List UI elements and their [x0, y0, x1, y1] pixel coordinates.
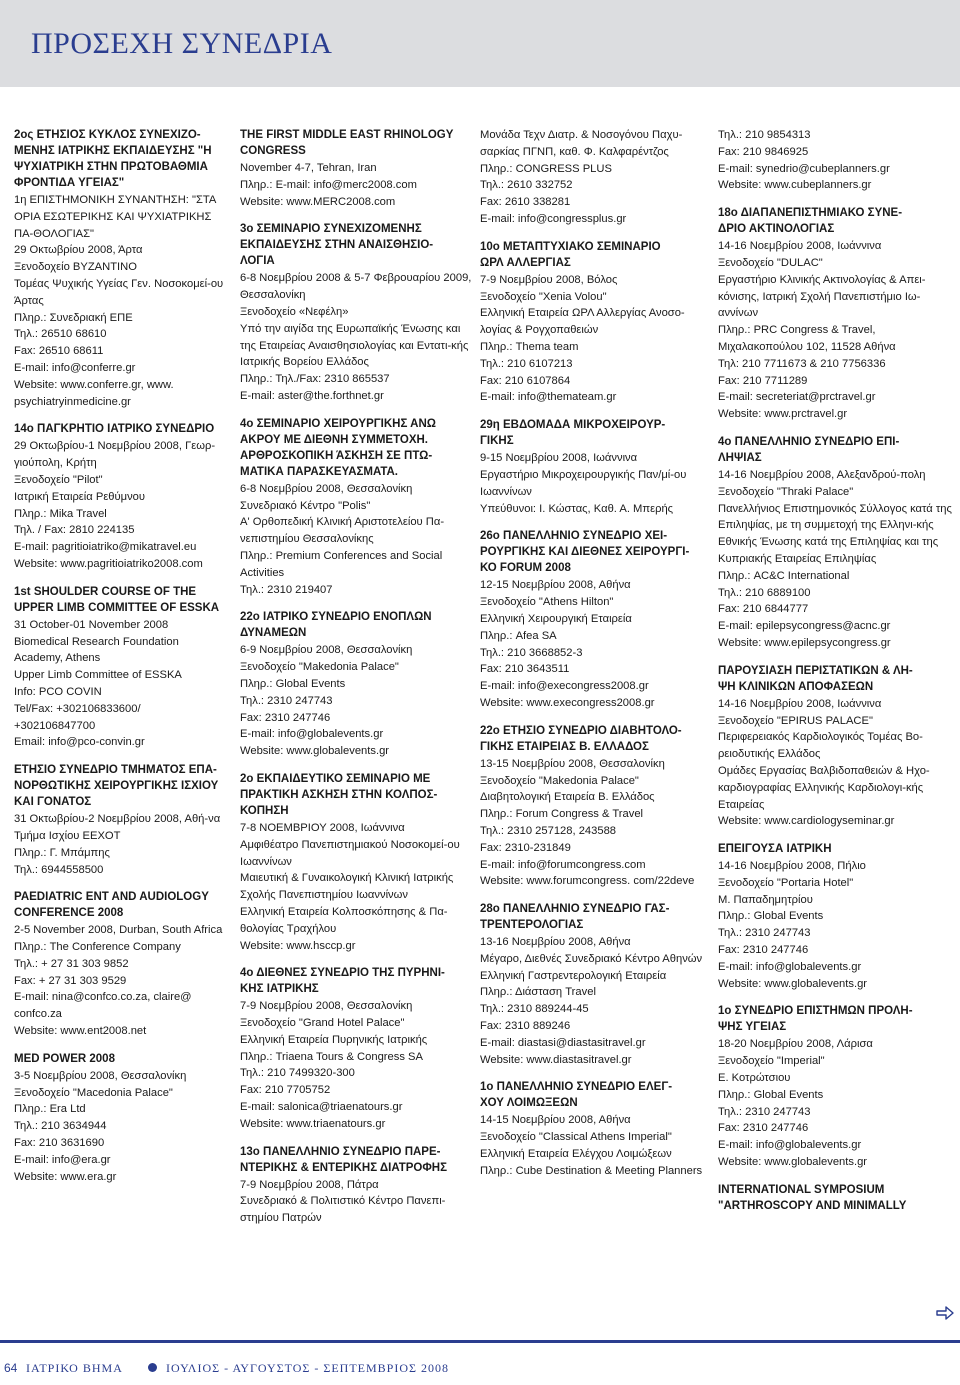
conference-detail: 1η ΕΠΙΣΤΗΜΟΝΙΚΗ ΣΥΝΑΝΤΗΣΗ: "ΣΤΑ ΟΡΙΑ ΕΣΩΤΕΡΙΚΗΣ ΚΑΙ ΨΥΧΙΑΤΡΙΚΗΣ ΠΑ-ΘΟΛΟΓΙΑΣ"	[14, 194, 216, 240]
conference-detail: 29 Οκτωβρίου-1 Νοεμβρίου 2008, Γεωρ-γιούπολη, Κρήτη	[14, 440, 216, 470]
conference-entry	[240, 1144, 473, 1227]
conference-detail: Πληρ.: Διάσταση Travel	[480, 986, 596, 999]
conference-detail: E-mail: salonica@triaenatours.gr	[240, 1101, 403, 1114]
conference-detail: Περιφερειακός Καρδιολογικός Τομέας Βο-ρειοδυτικής Ελλάδος	[718, 731, 923, 761]
conference-detail: 6-8 Νοεμβρίου 2008, Θεσσαλονίκη	[240, 482, 413, 495]
conference-entry	[240, 127, 473, 210]
conference-detail: Πληρ.: Era Ltd	[14, 1103, 86, 1116]
conference-detail: 12-15 Νοεμβρίου 2008, Αθήνα	[480, 579, 631, 592]
conference-detail: Fax: + 27 31 303 9529	[14, 974, 127, 987]
conference-detail: Ελληνική Εταιρεία Ελέγχου Λοιμώξεων	[480, 1148, 672, 1161]
conference-detail: Τηλ.: 26510 68610	[14, 328, 107, 341]
conference-detail: Website: www.cubeplanners.gr	[718, 179, 872, 192]
conference-detail: Fax: 210 7705752	[240, 1084, 331, 1097]
conference-entry	[14, 421, 228, 572]
conference-detail: Τηλ.: 2310 889244-45	[480, 1003, 589, 1016]
conference-detail: 13-16 Νοεμβρίου 2008, Αθήνα	[480, 936, 631, 949]
conference-title: 28ο ΠΑΝΕΛΛΗΝΙΟ ΣΥΝΕΔΡΙΟ ΓΑΣ- ΤΡΕΝΤΕΡΟΛΟΓΙΑΣ	[480, 903, 670, 932]
conference-detail: Πληρ.: Forum Congress & Travel	[480, 808, 644, 821]
conference-detail: Fax: 2310 889246	[480, 1020, 571, 1033]
conference-detail: Τμήμα Ισχίου ΕΕΧΟΤ	[14, 829, 121, 842]
conference-detail: 31 October-01 November 2008	[14, 618, 169, 631]
conference-title: 1ο ΠΑΝΕΛΛΗΝΙΟ ΣΥΝΕΔΡΙΟ ΕΛΕΓ- ΧΟΥ ΛΟΙΜΩΞΕΩΝ	[480, 1081, 673, 1110]
conference-detail: Fax: 2310 247746	[718, 1122, 809, 1135]
conference-entry	[240, 221, 473, 404]
conference-detail: Ξενοδοχείο "DULAC"	[718, 256, 823, 269]
conference-entry	[718, 127, 954, 194]
conference-title: MED POWER 2008	[14, 1052, 115, 1065]
conference-detail: Ελληνική Χειρουργική Εταιρεία	[480, 612, 632, 625]
conference-entry	[480, 417, 708, 517]
conference-detail: Τηλ.: 6944558500	[14, 863, 104, 876]
conference-detail: November 4-7, Tehran, Iran	[240, 162, 377, 174]
conference-detail: E-mail: nina@confco.co.za, claire@ confco.za	[14, 991, 192, 1021]
conference-detail: Fax: 2310-231849	[480, 841, 571, 854]
conference-detail: 6-9 Νοεμβρίου 2008, Θεσσαλονίκη	[240, 644, 413, 657]
conference-detail: Website: www.conferre.gr, www.	[14, 378, 174, 391]
conference-detail: Τηλ.: 2310 247743	[718, 1105, 811, 1118]
conference-detail: Μέγαρο, Διεθνές Συνεδριακό Κέντρο Αθηνών	[480, 952, 703, 965]
conference-detail: Website: www.triaenatours.gr	[240, 1117, 386, 1130]
conference-detail: Εργαστήριο Μικροχειρουργικής Παν/μί-ου Ιωαννίνων	[480, 468, 687, 498]
conference-detail: Τηλ.: + 27 31 303 9852	[14, 957, 129, 970]
conference-detail: Website: www.execongress2008.gr	[480, 696, 655, 709]
conference-detail: E-mail: info@congressplus.gr	[480, 212, 627, 225]
page-header	[0, 0, 960, 87]
conference-detail: Website: www.prctravel.gr	[718, 408, 848, 421]
conference-detail: Πληρ.: Afea SA	[480, 629, 557, 642]
conference-detail: Website: www.cardiologyseminar.gr	[718, 815, 895, 828]
conference-detail: Fax: 210 7711289	[718, 374, 808, 387]
conference-detail: 7-8 ΝΟΕΜΒΡΙΟΥ 2008, Ιωάννινα	[240, 821, 405, 834]
conference-detail: 14-15 Νοεμβρίου 2008, Αθήνα	[480, 1114, 631, 1127]
bullet-icon	[148, 1363, 157, 1372]
conference-detail: Τηλ.: 210 3668852-3	[480, 646, 583, 659]
conference-detail: Τηλ. / Fax: 2810 224135	[14, 524, 135, 537]
right-arrow-icon	[936, 1306, 954, 1320]
conference-detail: Διαβητολογική Εταιρεία Β. Ελλάδος	[480, 791, 655, 804]
conference-detail: E-mail: info@globalevents.gr	[240, 728, 384, 741]
conference-detail: Ελληνική Εταιρεία ΩΡΛ Αλλεργίας Ανοσο-λογίας & Ρογχοπαθειών	[480, 307, 685, 337]
conference-detail: Τηλ.: 2310 247743	[718, 927, 811, 940]
conference-detail: Ελληνική Εταιρεία Πυρηνικής Ιατρικής	[240, 1033, 428, 1046]
conference-detail: Πληρ.: Triaena Tours & Congress SA	[240, 1050, 423, 1063]
conference-title: 26ο ΠΑΝΕΛΛΗΝΙΟ ΣΥΝΕΔΡΙΟ ΧΕΙ- ΡΟΥΡΓΙΚΗΣ ΚΑΙ ΔΙΕΘΝΕΣ ΧΕΙΡΟΥΡΓΙ- ΚΟ FORUM 2008	[480, 530, 690, 575]
conference-detail: Ξενοδοχείο "Pilot"	[14, 473, 103, 486]
conference-entry	[480, 239, 708, 406]
conference-detail: Fax: 2610 338281	[480, 196, 571, 209]
conference-detail: Αμφιθέατρο Πανεπιστημιακού Νοσοκομεί-ου Ιωαννίνων	[240, 838, 460, 868]
conference-detail: Πληρ.: Mika Travel	[14, 507, 107, 520]
conference-detail: Πληρ.: The Conference Company	[14, 941, 181, 954]
conference-detail: Website: www.diastasitravel.gr	[480, 1053, 632, 1066]
conference-entry	[14, 584, 228, 751]
conference-detail: Fax: 26510 68611	[14, 345, 104, 358]
conference-detail: +302106847700	[14, 719, 96, 732]
conference-detail: Fax: 210 6844777	[718, 603, 809, 616]
conference-title: THE FIRST MIDDLE EAST RHINOLOGY CONGRESS	[240, 129, 454, 157]
conference-detail: Website: www.globalevents.gr	[240, 745, 390, 758]
conference-detail: Πληρ.: Συνεδριακή ΕΠΕ	[14, 311, 133, 324]
conference-detail: Ξενοδοχείο "Makedonia Palace"	[240, 661, 399, 674]
conference-detail: Website: www.epilepsycongress.gr	[718, 636, 891, 649]
conference-detail: Α' Ορθοπεδική Κλινική Αριστοτελείου Πα-νεπιστημίου Θεσσαλονίκης	[240, 516, 445, 546]
conference-detail: Πληρ.: Premium Conferences and Social Activities	[240, 549, 443, 579]
conference-detail: 13-15 Νοεμβρίου 2008, Θεσσαλονίκη	[480, 757, 665, 770]
conference-title: PAEDIATRIC ENT AND AUDIOLOGY CONFERENCE 2008	[14, 891, 209, 920]
conference-title: 3ο ΣΕΜΙΝΑΡΙΟ ΣΥΝΕΧΙΖΟΜΕΝΗΣ ΕΚΠΑΙΔΕΥΣΗΣ ΣΤΗΝ ΑΝΑΙΣΘΗΣΙΟ- ΛΟΓΙΑ	[240, 223, 434, 268]
conference-detail: 14-16 Νοεμβρίου 2008, Ιωάννινα	[718, 240, 882, 253]
conference-title: 22ο ΙΑΤΡΙΚΟ ΣΥΝΕΔΡΙΟ ΕΝΟΠΛΩΝ ΔΥΝΑΜΕΩΝ	[240, 611, 432, 640]
conference-detail: Πληρ.: Γ. Μπάμπης	[14, 846, 110, 859]
conference-detail: Μονάδα Τεχν Διατρ. & Νοσογόνου Παχυ-σαρκίας ΠΓΝΠ, καθ. Φ. Καλφαρέντζος	[480, 129, 683, 158]
conference-detail: Πληρ.: PRC Congress & Travel, Μιχαλακοπούλου 102, 11528 Αθήνα	[718, 324, 896, 353]
conference-detail: E-mail: info@globalevents.gr	[718, 1139, 862, 1152]
conference-title: ΠΑΡΟΥΣΙΑΣΗ ΠΕΡΙΣΤΑΤΙΚΩΝ & ΛΗ- ΨΗ ΚΛΙΝΙΚΩΝ ΑΠΟΦΑΣΕΩΝ	[718, 664, 913, 693]
conference-detail: Ξενοδοχείο ΒΥΖΑΝΤΙΝΟ	[14, 261, 137, 274]
conference-detail: Website: www.globalevents.gr	[718, 1156, 868, 1169]
conference-detail: Τηλ.: 2310 219407	[240, 583, 333, 596]
conference-detail: Πληρ.: Global Events	[718, 910, 824, 923]
conference-title: 10ο ΜΕΤΑΠΤΥΧΙΑΚΟ ΣΕΜΙΝΑΡΙΟ ΩΡΛ ΑΛΛΕΡΓΙΑΣ	[480, 240, 661, 269]
conference-entry	[240, 609, 473, 760]
column-2	[240, 127, 473, 1238]
column-4	[718, 127, 954, 1225]
conference-detail: Fax: 210 9846925	[718, 145, 809, 158]
conference-detail: E-mail: info@themateam.gr	[480, 391, 617, 404]
conference-detail: Μαιευτική & Γυναικολογική Κλινική Ιατρικής Σχολής Πανεπιστημίου Ιωαννίνων	[240, 872, 454, 902]
conference-detail: 14-16 Νοεμβρίου 2008, Πήλιο	[718, 860, 866, 873]
conference-detail: Email: info@pco-convin.gr	[14, 736, 145, 749]
page-title: ΠΡΟΣΕΧΗ ΣΥΝΕΔΡΙΑ	[31, 27, 333, 60]
conference-detail: Fax: 210 3643511	[480, 663, 570, 676]
conference-title: 1st SHOULDER COURSE OF THE UPPER LIMB COMMITTEE OF ESSKA	[14, 585, 220, 614]
conference-entry	[718, 663, 954, 830]
conference-detail: Ξενοδοχείο "Grand Hotel Palace"	[240, 1017, 405, 1030]
conference-entry	[14, 762, 228, 878]
conference-detail: E-mail: secreteriat@prctravel.gr	[718, 391, 876, 404]
conference-detail: Website: www.forumcongress. com/22deve	[480, 875, 695, 888]
issue-date: ΙΟΥΛΙΟΣ - ΑΥΓΟΥΣΤΟΣ - ΣΕΠΤΕΜΒΡΙΟΣ 2008	[166, 1361, 450, 1375]
conference-detail: E-mail: aster@the.forthnet.gr	[240, 389, 384, 402]
conference-detail: 14-16 Νοεμβρίου 2008, Ιωάννινα	[718, 697, 882, 710]
conference-detail: Ξενοδοχείο "Thraki Palace"	[718, 485, 854, 498]
conference-detail: Website: www.MERC2008.com	[240, 195, 396, 208]
conference-entry	[240, 771, 473, 954]
conference-detail: Πληρ.: Thema team	[480, 340, 579, 353]
conference-detail: Website: www.globalevents.gr	[718, 977, 868, 990]
conference-title: ΕΤΗΣΙΟ ΣΥΝΕΔΡΙΟ ΤΜΗΜΑΤΟΣ ΕΠΑ- ΝΟΡΘΩΤΙΚΗΣ ΧΕΙΡΟΥΡΓΙΚΗΣ ΙΣΧΙΟΥ ΚΑΙ ΓΟΝΑΤΟΣ	[14, 764, 219, 809]
conference-detail: 14-16 Νοεμβρίου 2008, Αλεξανδρού-πολη	[718, 468, 926, 481]
conference-detail: Πανελλήνιος Επιστημονικός Σύλλογος κατά της Επιληψίας, με τη συμμετοχή της Ελληνι-κής Εθνικής Ένωσης κατά της Επιληψίας και της Κυπριακής Εταιρείας Επιληψίας	[718, 502, 952, 565]
conference-title: 4ο ΣΕΜΙΝΑΡΙΟ ΧΕΙΡΟΥΡΓΙΚΗΣ ΑΝΩ ΑΚΡΟΥ ΜΕ ΔΙΕΘΝΗ ΣΥΜΜΕΤΟΧΗ. ΑΡΘΡΟΣΚΟΠΙΚΗ ΆΣΚΗΣΗ ΣΕ ΠΤΩ- ΜΑΤΙΚΑ ΠΑΡΑΣΚΕΥΑΣΜΑΤΑ.	[240, 417, 436, 478]
conference-detail: Fax: 2310 247746	[718, 944, 809, 957]
conference-detail: Website: www.pagritioiatriko2008.com	[14, 557, 203, 570]
conference-detail: Τηλ.: 210 9854313	[718, 129, 811, 141]
conference-detail: Ξενοδοχείο "Makedonia Palace"	[480, 774, 639, 787]
conference-detail: E-mail: info@era.gr	[14, 1153, 111, 1166]
conference-detail: Info: PCO COVIN	[14, 685, 102, 698]
conference-detail: Ξενοδοχείο "EPIRUS PALACE"	[718, 714, 873, 727]
conference-title: ΕΠΕΙΓΟΥΣΑ ΙΑΤΡΙΚΗ	[718, 843, 832, 856]
conference-detail: E-mail: synedrio@cubeplanners.gr	[718, 162, 890, 175]
conference-detail: 2-5 November 2008, Durban, South Africa	[14, 924, 223, 937]
conference-detail: 3-5 Νοεμβρίου 2008, Θεσσαλονίκη	[14, 1069, 187, 1082]
conference-title: 29η ΕΒΔΟΜΑΔΑ ΜΙΚΡΟΧΕΙΡΟΥΡ- ΓΙΚΗΣ	[480, 419, 666, 448]
conference-entry	[240, 965, 473, 1132]
conference-detail: Τηλ: 210 7711673 & 210 7756336	[718, 357, 886, 370]
conference-entry	[480, 1079, 708, 1179]
conference-detail: Ελληνική Γαστρεντερολογική Εταιρεία	[480, 969, 667, 982]
conference-title: 4ο ΠΑΝΕΛΛΗΝΙΟ ΣΥΝΕΔΡΙΟ ΕΠΙ- ΛΗΨΙΑΣ	[718, 435, 900, 464]
conference-entry	[480, 723, 708, 890]
conference-detail: 6-8 Νοεμβρίου 2008 & 5-7 Φεβρουαρίου 2009, Θεσσαλονίκη	[240, 272, 472, 302]
conference-detail: E-mail: pagritioiatriko@mikatravel.eu	[14, 541, 197, 554]
conference-detail: Upper Limb Committee of ESSKA	[14, 669, 182, 682]
conference-detail: Ξενοδοχείο «Νεφέλη»	[240, 305, 349, 318]
conference-entry	[480, 528, 708, 711]
conference-detail: Πληρ.: Τηλ./Fax: 2310 865537	[240, 373, 390, 386]
conference-entry	[718, 1003, 954, 1170]
conference-detail: Πληρ.: CONGRESS PLUS	[480, 162, 612, 175]
column-1	[14, 127, 228, 1196]
magazine-name: ΙΑΤΡΙΚΟ ΒΗΜΑ	[26, 1361, 123, 1375]
conference-title: 1ο ΣΥΝΕΔΡΙΟ ΕΠΙΣΤΗΜΩΝ ΠΡΟΛΗ- ΨΗΣ ΥΓΕΙΑΣ	[718, 1005, 913, 1034]
conference-detail: Website: www.hsccp.gr	[240, 939, 356, 952]
conference-title: 18ο ΔΙΑΠΑΝΕΠΙΣΤΗΜΙΑΚΟ ΣΥΝΕ- ΔΡΙΟ ΑΚΤΙΝΟΛΟΓΙΑΣ	[718, 207, 903, 236]
conference-entry	[718, 205, 954, 423]
conference-detail: Ιατρική Εταιρεία Ρεθύμνου	[14, 490, 146, 503]
conference-title: 4ο ΔΙΕΘΝΕΣ ΣΥΝΕΔΡΙΟ ΤΗΣ ΠΥΡΗΝΙ- ΚΗΣ ΙΑΤΡΙΚΗΣ	[240, 967, 445, 996]
conference-entry	[14, 127, 228, 410]
conference-detail: Τηλ.: 210 6889100	[718, 586, 811, 599]
conference-detail: Τηλ.: 210 6107213	[480, 357, 573, 370]
conference-detail: E-mail: info@forumcongress.com	[480, 858, 646, 871]
conference-title: INTERNATIONAL SYMPOSIUM "ARTHROSCOPY AND MINIMALLY	[718, 1183, 907, 1212]
conference-detail: Ξενοδοχείο "Xenia Volou"	[480, 290, 607, 303]
conference-entry	[718, 841, 954, 992]
conference-detail: Website: www.ent2008.net	[14, 1025, 147, 1038]
conference-title: 13ο ΠΑΝΕΛΛΗΝΙΟ ΣΥΝΕΔΡΙΟ ΠΑΡΕ- ΝΤΕΡΙΚΗΣ & ΕΝΤΕΡΙΚΗΣ ΔΙΑΤΡΟΦΗΣ	[240, 1145, 447, 1174]
conference-detail: Ξενοδοχείο "Imperial"	[718, 1055, 825, 1068]
conference-detail: Πληρ.: E-mail: info@merc2008.com	[240, 178, 417, 191]
conference-detail: 7-9 Νοεμβρίου 2008, Θεσσαλονίκη	[240, 1000, 413, 1013]
conference-title: 14ο ΠΑΓΚΡΗΤΙΟ ΙΑΤΡΙΚΟ ΣΥΝΕΔΡΙΟ	[14, 423, 215, 436]
conference-detail: 31 Οκτωβρίου-2 Νοεμβρίου 2008, Αθή-να	[14, 813, 221, 826]
conference-title: 2ος ΕΤΗΣΙΟΣ ΚΥΚΛΟΣ ΣΥΝΕΧΙΖΟ- ΜΕΝΗΣ ΙΑΤΡΙΚΗΣ ΕΚΠΑΙΔΕΥΣΗΣ "Η ΨΥΧΙΑΤΡΙΚΗ ΣΤΗΝ ΠΡΩΤΟΒΑΘΜΙΑ ΦΡΟΝΤΙΔΑ ΥΓΕΙΑΣ"	[14, 129, 212, 189]
conference-detail: Ελληνική Εταιρεία Κολποσκόπησης & Πα-θολογίας Τραχήλου	[240, 905, 448, 935]
conference-detail: Ομάδες Εργασίας Βαλβιδοπαθειών & Ηχο-καρδιογραφίας Ελληνικής Καρδιολογι-κής Εταιρείας	[718, 764, 930, 811]
conference-detail: Εργαστήριο Κλινικής Ακτινολογίας & Απει-κόνισης, Ιατρική Σχολή Πανεπιστήμιο Ιω-αννίνων	[718, 273, 926, 320]
conference-detail: Υπεύθυνοι: Ι. Κώστας, Καθ. Α. Μπερής	[480, 502, 674, 515]
conference-detail: psychiatryinmedicine.gr	[14, 395, 131, 408]
column-3	[480, 127, 708, 1191]
conference-detail: Τηλ.: 2610 332752	[480, 179, 573, 192]
conference-detail: Συνεδριακό Κέντρο "Polis"	[240, 499, 371, 512]
conference-detail: Πληρ.: Global Events	[718, 1088, 824, 1101]
conference-detail: Ξενοδοχείο "Macedonia Palace"	[14, 1086, 173, 1099]
conference-detail: 18-20 Νοεμβρίου 2008, Λάρισα	[718, 1038, 873, 1051]
conference-detail: Ξενοδοχείο "Athens Hilton"	[480, 596, 614, 609]
conference-entry	[480, 901, 708, 1068]
conference-entry	[14, 889, 228, 1040]
conference-detail: Ξενοδοχείο "Classical Athens Imperial"	[480, 1131, 672, 1144]
conference-detail: 7-9 Νοεμβρίου 2008, Πάτρα	[240, 1178, 379, 1191]
conference-detail: 9-15 Νοεμβρίου 2008, Ιωάννινα	[480, 452, 638, 465]
conference-entry	[718, 434, 954, 652]
conference-title: 2ο ΕΚΠΑΙΔΕΥΤΙΚΟ ΣΕΜΙΝΑΡΙΟ ΜΕ ΠΡΑΚΤΙΚΗ ΑΣΚΗΣΗ ΣΤΗΝ ΚΟΛΠΟΣ- ΚΟΠΗΣΗ	[240, 772, 438, 817]
conference-detail: Πληρ.: AC&C International	[718, 569, 850, 582]
conference-detail: Ε. Κοτρώτσιου	[718, 1072, 791, 1085]
conference-detail: Fax: 2310 247746	[240, 711, 331, 724]
conference-detail: E-mail: info@execongress2008.gr	[480, 680, 649, 693]
conference-detail: Ξενοδοχείο "Portaria Hotel"	[718, 876, 854, 889]
conference-detail: 7-9 Νοεμβρίου 2008, Βόλος	[480, 273, 618, 286]
conference-title: 22ο ΕΤΗΣΙΟ ΣΥΝΕΔΡΙΟ ΔΙΑΒΗΤΟΛΟ- ΓΙΚΗΣ ΕΤΑΙΡΕΙΑΣ Β. ΕΛΛΑΔΟΣ	[480, 724, 682, 753]
conference-detail: Τηλ.: 210 3634944	[14, 1120, 107, 1133]
conference-entry	[14, 1051, 228, 1186]
conference-detail: Υπό την αιγίδα της Ευρωπαϊκής Ένωσης και της Εταιρείας Αναισθησιολογίας και Εντατι-κής Ιατρικής Βορείου Ελλάδος	[240, 322, 469, 369]
conference-detail: Biomedical Research Foundation Academy, Athens	[14, 635, 179, 665]
conference-detail: Πληρ.: Cube Destination & Meeting Planners	[480, 1164, 703, 1177]
conference-detail: Τηλ.: 210 7499320-300	[240, 1067, 355, 1080]
conference-detail: E-mail: info@conferre.gr	[14, 361, 136, 374]
conference-detail: E-mail: diastasi@diastasitravel.gr	[480, 1036, 646, 1049]
conference-detail: Τομέας Ψυχικής Υγείας Γεν. Νοσοκομεί-ου Άρτας	[14, 277, 224, 307]
conference-detail: Τηλ.: 2310 257128, 243588	[480, 824, 617, 837]
conference-detail: E-mail: info@globalevents.gr	[718, 960, 862, 973]
conference-detail: 29 Οκτωβρίου 2008, Άρτα	[14, 244, 143, 257]
footer-divider	[0, 1340, 960, 1343]
conference-entry	[480, 127, 708, 228]
conference-entry	[718, 1182, 954, 1214]
conference-detail: Tel/Fax: +302106833600/	[14, 702, 141, 715]
conference-detail: Τηλ.: 2310 247743	[240, 694, 333, 707]
conference-detail: Πληρ.: Global Events	[240, 677, 346, 690]
conference-detail: Συνεδριακό & Πολιτιστικό Κέντρο Πανεπι-στημίου Πατρών	[240, 1195, 446, 1225]
conference-detail: Μ. Παπαδημητρίου	[718, 893, 813, 906]
conference-entry	[240, 416, 473, 599]
conference-detail: Website: www.era.gr	[14, 1170, 117, 1183]
page-number: 64	[4, 1361, 18, 1375]
conference-detail: Fax: 210 3631690	[14, 1137, 105, 1150]
conference-detail: Fax: 210 6107864	[480, 374, 571, 387]
conference-detail: E-mail: epilepsycongress@acnc.gr	[718, 620, 891, 633]
